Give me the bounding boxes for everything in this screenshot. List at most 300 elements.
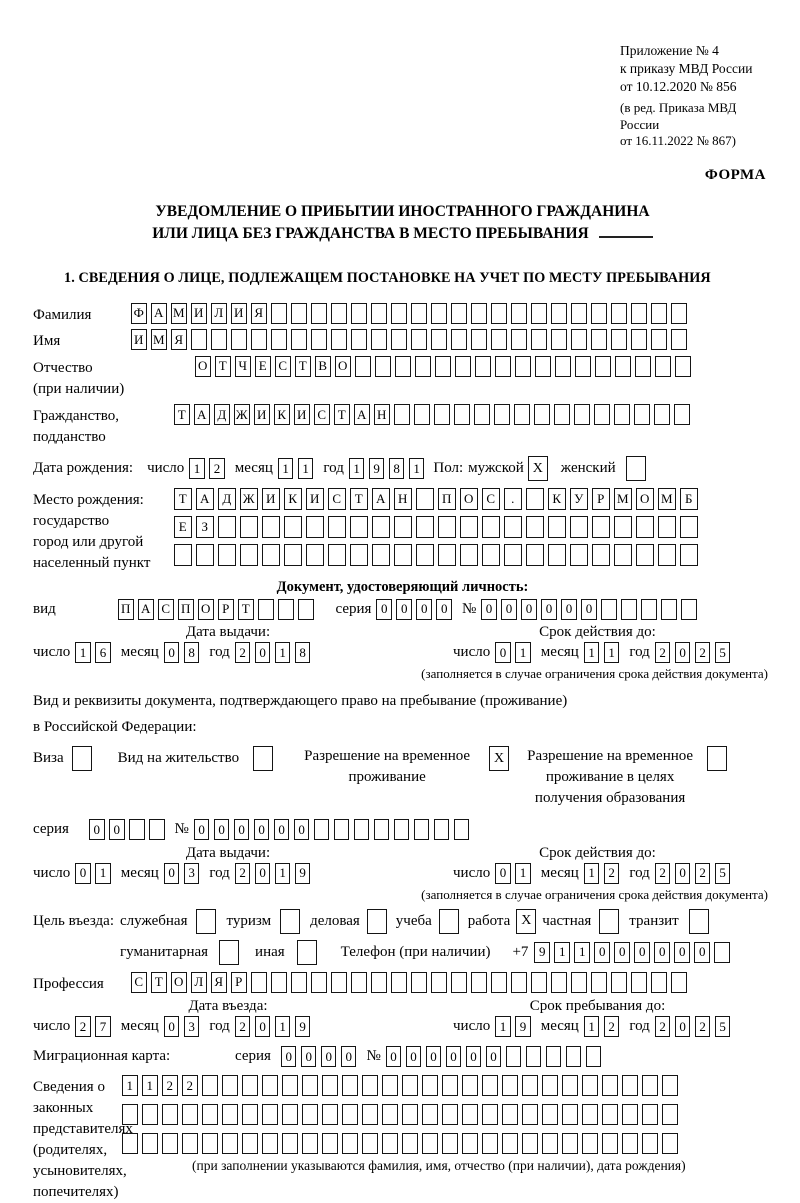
- char-cell: [374, 819, 390, 840]
- char-cell: 2: [655, 1016, 671, 1037]
- char-cell: [655, 356, 671, 377]
- char-cell: [548, 516, 566, 538]
- annex-reference: [620, 42, 772, 96]
- char-cell: [462, 1075, 478, 1096]
- migration-number-boxes: [386, 1046, 602, 1067]
- char-cell: [621, 599, 637, 620]
- permit-expiry-month: [584, 863, 620, 884]
- char-cell: 0: [376, 599, 392, 620]
- char-cell: [611, 303, 627, 324]
- char-cell: 9: [369, 458, 385, 479]
- char-cell: [371, 329, 387, 350]
- representatives-footnote: (при заполнении указываются фамилия, имя, отчество (при наличии), дата рождения): [192, 1158, 686, 1173]
- char-cell: 0: [301, 1046, 317, 1067]
- char-cell: [258, 599, 274, 620]
- char-cell: К: [274, 404, 290, 425]
- char-cell: [271, 972, 287, 993]
- char-cell: [671, 972, 687, 993]
- char-cell: [531, 972, 547, 993]
- char-cell: [535, 356, 551, 377]
- char-cell: 0: [466, 1046, 482, 1067]
- char-cell: [416, 544, 434, 566]
- char-cell: [375, 356, 391, 377]
- char-cell: [382, 1075, 398, 1096]
- doc-number-boxes: [481, 599, 697, 620]
- char-cell: [351, 303, 367, 324]
- char-cell: [416, 516, 434, 538]
- birth-date-label: Дата рождения:: [33, 460, 134, 476]
- char-cell: 1: [275, 863, 291, 884]
- char-cell: 0: [634, 942, 650, 963]
- char-cell: [482, 516, 500, 538]
- char-cell: [142, 1104, 158, 1125]
- char-cell: [636, 544, 654, 566]
- char-cell: [284, 544, 302, 566]
- entry-date-title: Дата въезда:: [188, 998, 268, 1014]
- char-cell: [522, 1075, 538, 1096]
- char-cell: [438, 544, 456, 566]
- year-label: год: [629, 864, 650, 881]
- char-cell: Ч: [235, 356, 251, 377]
- patronymic-label: Отчество (при наличии): [33, 359, 125, 397]
- char-cell: [462, 1104, 478, 1125]
- purpose-commercial-checkbox: [367, 909, 387, 934]
- char-cell: [511, 972, 527, 993]
- char-cell: [582, 1133, 598, 1154]
- char-cell: [122, 1133, 138, 1154]
- char-cell: [602, 1075, 618, 1096]
- char-cell: [642, 1104, 658, 1125]
- identity-doc-kind-row: [33, 599, 772, 620]
- char-cell: З: [196, 516, 214, 538]
- char-cell: [394, 404, 410, 425]
- char-cell: М: [171, 303, 187, 324]
- char-cell: [615, 356, 631, 377]
- purpose-row2: гуманитарная иная Телефон (при наличии) +7 9 1 1 0 0 0 0 0 0: [33, 940, 772, 965]
- char-cell: 2: [209, 458, 225, 479]
- month-label: месяц: [120, 1018, 159, 1034]
- char-cell: [591, 972, 607, 993]
- char-cell: [262, 1075, 278, 1096]
- char-cell: [142, 1133, 158, 1154]
- char-cell: 0: [436, 599, 452, 620]
- char-cell: [575, 356, 591, 377]
- char-cell: 0: [294, 819, 310, 840]
- char-cell: 2: [695, 1016, 711, 1037]
- char-cell: Т: [174, 404, 190, 425]
- char-cell: 2: [235, 863, 251, 884]
- sex-label: Пол:: [433, 460, 464, 476]
- char-cell: В: [315, 356, 331, 377]
- doc-issue-month: [164, 642, 200, 663]
- char-cell: [240, 516, 258, 538]
- residence-permit-checkbox: [253, 746, 273, 771]
- annex-line: Приложение № 4: [620, 43, 719, 58]
- char-cell: [442, 1133, 458, 1154]
- given-name-boxes: [131, 329, 687, 350]
- entry-stay-dates: [33, 998, 772, 1037]
- char-cell: 0: [194, 819, 210, 840]
- char-cell: Я: [171, 329, 187, 350]
- char-cell: И: [131, 329, 147, 350]
- char-cell: С: [158, 599, 174, 620]
- birth-place-row: [33, 488, 772, 574]
- permit-expiry-year: [655, 863, 731, 884]
- char-cell: [218, 516, 236, 538]
- char-cell: [551, 329, 567, 350]
- char-cell: Ж: [240, 488, 258, 510]
- char-cell: [422, 1104, 438, 1125]
- annex-line: от 10.12.2020 № 856: [620, 79, 737, 94]
- char-cell: 6: [95, 642, 111, 663]
- char-cell: [651, 972, 667, 993]
- char-cell: [222, 1075, 238, 1096]
- char-cell: [506, 1046, 522, 1067]
- char-cell: 2: [182, 1075, 198, 1096]
- char-cell: [442, 1104, 458, 1125]
- char-cell: [431, 303, 447, 324]
- char-cell: 9: [295, 863, 311, 884]
- char-cell: [382, 1104, 398, 1125]
- char-cell: [526, 544, 544, 566]
- purpose-business-checkbox: [196, 909, 216, 934]
- char-cell: 2: [162, 1075, 178, 1096]
- char-cell: [454, 819, 470, 840]
- char-cell: 0: [581, 599, 597, 620]
- permit-intro: [33, 688, 772, 740]
- char-cell: Т: [238, 599, 254, 620]
- page-title: [33, 201, 772, 245]
- profession-row: [33, 972, 772, 994]
- sex-male-label: мужской: [468, 460, 524, 476]
- char-cell: [680, 544, 698, 566]
- char-cell: [586, 1046, 602, 1067]
- char-cell: Т: [215, 356, 231, 377]
- char-cell: [414, 819, 430, 840]
- day-label: число: [453, 644, 491, 660]
- char-cell: 0: [654, 942, 670, 963]
- permit-issue-title: Дата выдачи:: [185, 844, 271, 861]
- char-cell: [601, 599, 617, 620]
- identity-doc-heading: Документ, удостоверяющий личность:: [276, 578, 529, 595]
- char-cell: [491, 303, 507, 324]
- char-cell: [571, 303, 587, 324]
- char-cell: [342, 1133, 358, 1154]
- char-cell: Т: [334, 404, 350, 425]
- char-cell: Я: [251, 303, 267, 324]
- purpose-row1: Цель въезда: служебная туризм деловая учеба работа X частная транзит: [33, 909, 772, 934]
- char-cell: 0: [406, 1046, 422, 1067]
- char-cell: К: [548, 488, 566, 510]
- birth-place-boxes-row1: [174, 488, 698, 510]
- char-cell: [282, 1075, 298, 1096]
- char-cell: [311, 329, 327, 350]
- sex-male-checkbox: X: [528, 456, 548, 481]
- char-cell: [355, 356, 371, 377]
- char-cell: [411, 303, 427, 324]
- char-cell: [642, 1075, 658, 1096]
- char-cell: Ж: [234, 404, 250, 425]
- char-cell: [582, 1104, 598, 1125]
- char-cell: [391, 303, 407, 324]
- char-cell: А: [196, 488, 214, 510]
- char-cell: [502, 1075, 518, 1096]
- char-cell: [635, 356, 651, 377]
- char-cell: 0: [561, 599, 577, 620]
- char-cell: [671, 329, 687, 350]
- char-cell: П: [438, 488, 456, 510]
- char-cell: [455, 356, 471, 377]
- permit-seriya-boxes: [89, 819, 165, 840]
- char-cell: [291, 303, 307, 324]
- char-cell: [504, 544, 522, 566]
- birth-date-row: [33, 456, 772, 481]
- char-cell: [658, 544, 676, 566]
- char-cell: 0: [486, 1046, 502, 1067]
- char-cell: [680, 516, 698, 538]
- entry-month: [164, 1016, 200, 1037]
- char-cell: 1: [604, 642, 620, 663]
- char-cell: [515, 356, 531, 377]
- char-cell: [222, 1133, 238, 1154]
- char-cell: [262, 1133, 278, 1154]
- char-cell: Т: [295, 356, 311, 377]
- char-cell: [522, 1133, 538, 1154]
- stay-year: [655, 1016, 731, 1037]
- char-cell: 0: [214, 819, 230, 840]
- char-cell: [451, 303, 467, 324]
- char-cell: [562, 1075, 578, 1096]
- sex-female-label: женский: [560, 460, 616, 476]
- char-cell: [460, 544, 478, 566]
- char-cell: О: [335, 356, 351, 377]
- year-label: год: [629, 1018, 650, 1034]
- stay-day: [495, 1016, 531, 1037]
- char-cell: [592, 516, 610, 538]
- char-cell: Т: [350, 488, 368, 510]
- char-cell: 2: [604, 863, 620, 884]
- char-cell: [462, 1133, 478, 1154]
- phone-prefix: +7: [512, 943, 529, 960]
- title-line-2: ИЛИ ЛИЦА БЕЗ ГРАЖДАНСТВА В МЕСТО ПРЕБЫВАНИЯ: [33, 223, 772, 245]
- annex-note-line: от 16.11.2022 № 867): [620, 133, 737, 148]
- purpose-other-checkbox: [297, 940, 317, 965]
- char-cell: [394, 819, 410, 840]
- char-cell: 0: [426, 1046, 442, 1067]
- char-cell: [570, 516, 588, 538]
- permit-option-temp-residence-education: Разрешение на временное проживание в целях получения образования: [521, 746, 727, 809]
- char-cell: 0: [675, 1016, 691, 1037]
- citizenship-boxes: [174, 404, 690, 425]
- char-cell: [306, 516, 324, 538]
- char-cell: Е: [255, 356, 271, 377]
- char-cell: 0: [255, 863, 271, 884]
- char-cell: [302, 1133, 318, 1154]
- title-line-1: УВЕДОМЛЕНИЕ О ПРИБЫТИИ ИНОСТРАННОГО ГРАЖДАНИНА: [155, 202, 650, 220]
- char-cell: Е: [174, 516, 192, 538]
- char-cell: [362, 1133, 378, 1154]
- char-cell: П: [118, 599, 134, 620]
- char-cell: [298, 599, 314, 620]
- char-cell: [196, 544, 214, 566]
- char-cell: [534, 404, 550, 425]
- char-cell: .: [504, 488, 522, 510]
- char-cell: [382, 1133, 398, 1154]
- permit-option-residence: Вид на жительство: [118, 746, 273, 771]
- temp-residence-education-checkbox: [707, 746, 727, 771]
- char-cell: 8: [389, 458, 405, 479]
- char-cell: 1: [409, 458, 425, 479]
- char-cell: 0: [501, 599, 517, 620]
- month-label: месяц: [540, 1018, 579, 1034]
- char-cell: А: [194, 404, 210, 425]
- char-cell: [566, 1046, 582, 1067]
- char-cell: [322, 1133, 338, 1154]
- char-cell: 0: [495, 863, 511, 884]
- char-cell: [435, 356, 451, 377]
- number-label: №: [461, 600, 477, 617]
- char-cell: 2: [604, 1016, 620, 1037]
- char-cell: 0: [675, 642, 691, 663]
- char-cell: 0: [495, 642, 511, 663]
- char-cell: С: [314, 404, 330, 425]
- char-cell: [362, 1104, 378, 1125]
- char-cell: [531, 329, 547, 350]
- birth-month-boxes: [278, 458, 314, 479]
- birth-year-boxes: [349, 458, 425, 479]
- char-cell: [614, 404, 630, 425]
- char-cell: [434, 404, 450, 425]
- char-cell: Р: [218, 599, 234, 620]
- doc-expiry-month: [584, 642, 620, 663]
- char-cell: [611, 972, 627, 993]
- year-label: год: [209, 644, 230, 660]
- char-cell: [654, 404, 670, 425]
- permit-number-boxes: [194, 819, 470, 840]
- char-cell: [371, 303, 387, 324]
- char-cell: О: [460, 488, 478, 510]
- char-cell: 0: [281, 1046, 297, 1067]
- char-cell: [271, 329, 287, 350]
- permit-intro-line1: Вид и реквизиты документа, подтверждающего право на пребывание (проживание): [33, 693, 568, 709]
- char-cell: А: [354, 404, 370, 425]
- char-cell: [531, 303, 547, 324]
- char-cell: [570, 544, 588, 566]
- char-cell: [504, 516, 522, 538]
- char-cell: 0: [594, 942, 610, 963]
- char-cell: 0: [694, 942, 710, 963]
- identity-doc-dates: [33, 624, 772, 682]
- char-cell: [394, 516, 412, 538]
- given-name-row: [33, 329, 772, 351]
- char-cell: [582, 1075, 598, 1096]
- char-cell: И: [306, 488, 324, 510]
- char-cell: [311, 972, 327, 993]
- annex-amendment-note: [620, 100, 772, 150]
- char-cell: [526, 1046, 542, 1067]
- char-cell: [594, 404, 610, 425]
- char-cell: [322, 1075, 338, 1096]
- char-cell: [642, 1133, 658, 1154]
- char-cell: И: [231, 303, 247, 324]
- char-cell: 3: [184, 863, 200, 884]
- char-cell: 1: [515, 642, 531, 663]
- profession-label: Профессия: [33, 975, 104, 992]
- char-cell: [451, 972, 467, 993]
- temp-residence-checkbox: X: [489, 746, 509, 771]
- seriya-label: серия: [33, 821, 69, 837]
- char-cell: А: [151, 303, 167, 324]
- doc-expiry-year: [655, 642, 731, 663]
- char-cell: [371, 972, 387, 993]
- char-cell: [415, 356, 431, 377]
- char-cell: [362, 1075, 378, 1096]
- char-cell: 0: [255, 1016, 271, 1037]
- phone-boxes: [534, 942, 730, 963]
- char-cell: [251, 972, 267, 993]
- section1-heading: 1. СВЕДЕНИЯ О ЛИЦЕ, ПОДЛЕЖАЩЕМ ПОСТАНОВКЕ НА УЧЕТ ПО МЕСТУ ПРЕБЫВАНИЯ: [64, 269, 711, 286]
- char-cell: А: [372, 488, 390, 510]
- char-cell: [262, 544, 280, 566]
- char-cell: [251, 329, 267, 350]
- doc-issue-day: [75, 642, 111, 663]
- char-cell: Ф: [131, 303, 147, 324]
- char-cell: [262, 516, 280, 538]
- char-cell: [311, 303, 327, 324]
- char-cell: [442, 1075, 458, 1096]
- entry-year: [235, 1016, 311, 1037]
- char-cell: 3: [184, 1016, 200, 1037]
- char-cell: [314, 819, 330, 840]
- char-cell: [342, 1075, 358, 1096]
- year-label: год: [629, 644, 650, 660]
- char-cell: 0: [321, 1046, 337, 1067]
- char-cell: 1: [349, 458, 365, 479]
- char-cell: [471, 329, 487, 350]
- char-cell: [182, 1104, 198, 1125]
- representatives-boxes-row2: [122, 1104, 686, 1125]
- char-cell: С: [131, 972, 147, 993]
- permit-expiry-title: Срок действия до:: [539, 844, 656, 861]
- annex-note-line: (в ред. Приказа МВД России: [620, 100, 737, 132]
- char-cell: Т: [151, 972, 167, 993]
- char-cell: 1: [584, 1016, 600, 1037]
- year-label: год: [209, 864, 230, 881]
- char-cell: [242, 1075, 258, 1096]
- char-cell: С: [275, 356, 291, 377]
- doc-expiry-title: Срок действия до:: [539, 624, 656, 640]
- purpose-work-checkbox: X: [516, 909, 536, 934]
- char-cell: 8: [184, 642, 200, 663]
- char-cell: [291, 972, 307, 993]
- char-cell: И: [191, 303, 207, 324]
- char-cell: 0: [164, 863, 180, 884]
- char-cell: 0: [386, 1046, 402, 1067]
- doc-issue-title: Дата выдачи:: [185, 624, 271, 640]
- phone-label: Телефон (при наличии): [340, 943, 491, 960]
- char-cell: [491, 972, 507, 993]
- seriya-label: серия: [335, 600, 372, 617]
- day-label: число: [453, 1018, 491, 1034]
- char-cell: [350, 544, 368, 566]
- char-cell: [262, 1104, 278, 1125]
- char-cell: [591, 329, 607, 350]
- migration-card-label: Миграционная карта:: [33, 1048, 171, 1064]
- char-cell: [661, 599, 677, 620]
- purpose-humanitarian-checkbox: [219, 940, 239, 965]
- char-cell: И: [254, 404, 270, 425]
- title-blank-underline: [599, 224, 653, 238]
